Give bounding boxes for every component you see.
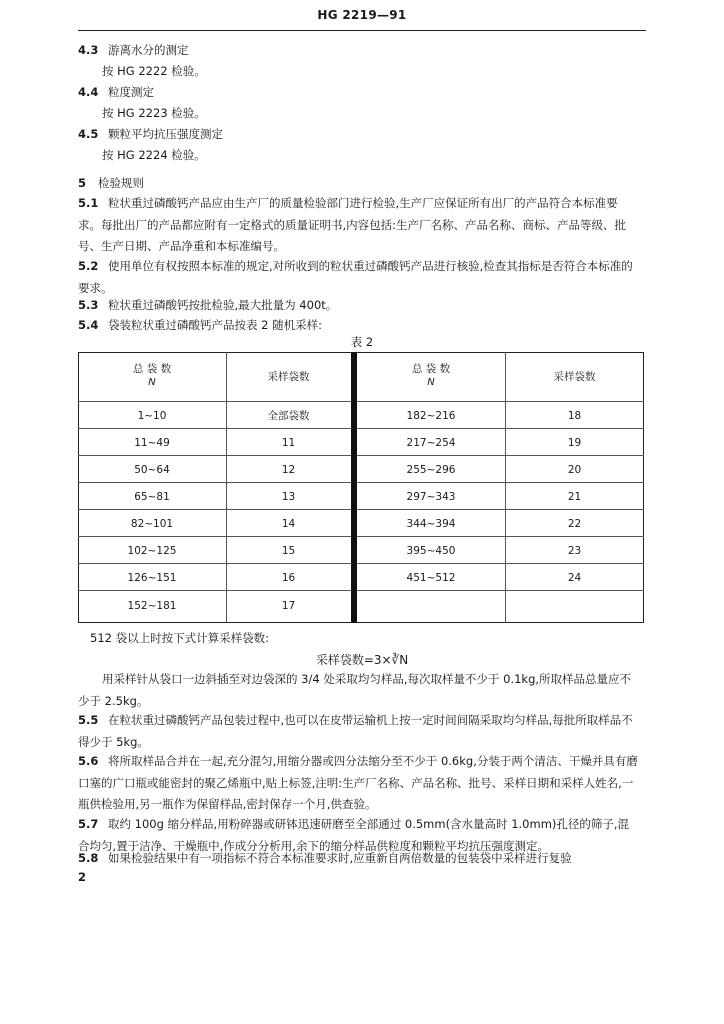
cell-right-range: 255~296 (406, 464, 456, 476)
section-4-5-body: 按 HG 2224 检验。 (102, 148, 206, 162)
section-number: 5.2 (78, 259, 99, 273)
section-number: 5 (78, 176, 87, 190)
table-row-rule (78, 455, 644, 456)
section-number: 5.4 (78, 318, 99, 332)
cell-left-count: 12 (281, 464, 296, 476)
cell-left-count: 14 (281, 518, 296, 530)
header-total-bags-right (357, 362, 505, 390)
cell-left-range: 152~181 (127, 600, 177, 612)
section-5-heading (78, 175, 144, 191)
table-row-rule (78, 509, 644, 510)
section-number: 5.8 (78, 851, 99, 865)
doc-code-header: HG 2219—91 (317, 8, 407, 22)
section-number: 4.3 (78, 43, 99, 57)
section-number: 5.5 (78, 713, 99, 727)
section-text: 粒状重过磷酸钙按批检验,最大批量为 400t。 (108, 298, 338, 312)
header-sample-bags-right: 采样袋数 (553, 371, 596, 383)
section-title: 粒度测定 (108, 85, 154, 99)
table-row-rule (78, 536, 644, 537)
section-4-4-heading (78, 84, 154, 100)
header-n: N (427, 377, 435, 388)
cell-left-count: 11 (281, 437, 296, 449)
cell-left-range: 1~10 (137, 410, 167, 422)
cell-right-range: 182~216 (406, 410, 456, 422)
page-number: 2 (78, 870, 87, 884)
cell-left-range: 11~49 (134, 437, 170, 449)
section-5-1 (78, 193, 638, 258)
cell-left-range: 126~151 (127, 572, 177, 584)
section-number: 5.6 (78, 754, 99, 768)
section-text: 取约 100g 缩分样品,用粉碎器或研钵迅速研磨至全部通过 0.5mm(含水量高时 1.0mm)孔径的筛子,混合均匀,置于洁净、干燥瓶中,作成分分析用,余下的缩分样品供粒度和颗粒平均抗压强度测定。 (78, 817, 630, 853)
cell-right-range: 217~254 (406, 437, 456, 449)
section-title: 检验规则 (98, 176, 144, 190)
section-5-2 (78, 256, 638, 299)
table-row-rule (78, 563, 644, 564)
section-number: 5.7 (78, 817, 99, 831)
cell-right-count: 23 (567, 545, 582, 557)
cell-left-count: 17 (281, 600, 296, 612)
cell-right-count: 19 (567, 437, 582, 449)
cell-left-range: 50~64 (134, 464, 170, 476)
section-text: 在粒状重过磷酸钙产品包装过程中,也可以在皮带运输机上按一定时间间隔采取均匀样品,每批所取样品不得少于 5kg。 (78, 713, 633, 749)
section-4-4-body: 按 HG 2223 检验。 (102, 106, 206, 120)
table-caption: 表 2 (350, 335, 374, 349)
cell-left-count: 全部袋数 (267, 410, 310, 422)
section-4-3-body: 按 HG 2222 检验。 (102, 64, 206, 78)
table-row-rule (78, 428, 644, 429)
cell-right-count: 21 (567, 491, 582, 503)
section-5-3 (78, 297, 337, 313)
cell-left-count: 16 (281, 572, 296, 584)
sampling-paragraph: 用采样针从袋口一边斜插至对边袋深的 3/4 处采取均匀样品,每次取样量不少于 0.1kg,所取样品总量应不少于 2.5kg。 (78, 672, 632, 708)
section-5-6 (78, 751, 638, 816)
cell-left-range: 102~125 (127, 545, 177, 557)
section-text: 将所取样品合并在一起,充分混匀,用缩分器或四分法缩分至不少于 0.6kg,分装于两个清洁、干燥并具有磨口塞的广口瓶或能密封的聚乙烯瓶中,贴上标签,注明:生产厂名称、产品名称、批号、采样日期和采样人姓名,一瓶供检验用,另一瓶作为保留样品,密封保存一个月,供查验。 (78, 754, 638, 811)
cell-left-count: 13 (281, 491, 296, 503)
section-number: 5.1 (78, 196, 99, 210)
section-number: 4.4 (78, 85, 99, 99)
cell-right-count: 24 (567, 572, 582, 584)
section-4-5-heading (78, 126, 223, 142)
section-5-5 (78, 710, 638, 753)
cell-right-count: 22 (567, 518, 582, 530)
section-5-4 (78, 317, 322, 333)
header-sample-bags-left: 采样袋数 (267, 371, 310, 383)
cell-left-count: 15 (281, 545, 296, 557)
section-text: 如果检验结果中有一项指标不符合本标准要求时,应重新自两倍数量的包装袋中采样进行复验 (108, 851, 572, 865)
header-total-bags-left (78, 362, 226, 390)
table-row-rule (78, 482, 644, 483)
section-title: 游离水分的测定 (108, 43, 189, 57)
section-title: 颗粒平均抗压强度测定 (108, 127, 223, 141)
header-rule (78, 30, 646, 31)
section-5-8 (78, 848, 638, 870)
cell-right-range: 344~394 (406, 518, 456, 530)
cell-right-range: 297~343 (406, 491, 456, 503)
cell-right-count: 18 (567, 410, 582, 422)
sampling-table (78, 352, 644, 623)
section-text: 粒状重过磷酸钙产品应由生产厂的质量检验部门进行检验,生产厂应保证所有出厂的产品符合本标准要求。每批出厂的产品都应附有一定格式的质量证明书,内容包括:生产厂名称、产品名称、商标、产品等级、批号、生产日期、产品净重和本标准编号。 (78, 196, 627, 253)
cell-right-count: 20 (567, 464, 582, 476)
formula-intro: 512 袋以上时按下式计算采样袋数: (90, 631, 269, 645)
cell-left-range: 82~101 (130, 518, 174, 530)
section-text: 袋装粒状重过磷酸钙产品按表 2 随机采样: (108, 318, 323, 332)
header-label: 总 袋 数 (411, 363, 451, 375)
section-text: 使用单位有权按照本标准的规定,对所收到的粒状重过磷酸钙产品进行核验,检查其指标是否符合本标准的要求。 (78, 259, 633, 295)
cell-left-range: 65~81 (134, 491, 170, 503)
table-header-rule (78, 401, 644, 402)
section-4-3-heading (78, 42, 189, 58)
cell-right-range: 451~512 (406, 572, 456, 584)
cell-right-range: 395~450 (406, 545, 456, 557)
section-number: 4.5 (78, 127, 99, 141)
header-label: 总 袋 数 (132, 363, 172, 375)
sampling-formula: 采样袋数=3×∛N (315, 653, 409, 667)
table-row-rule (78, 590, 644, 591)
header-n: N (148, 377, 156, 388)
section-number: 5.3 (78, 298, 99, 312)
